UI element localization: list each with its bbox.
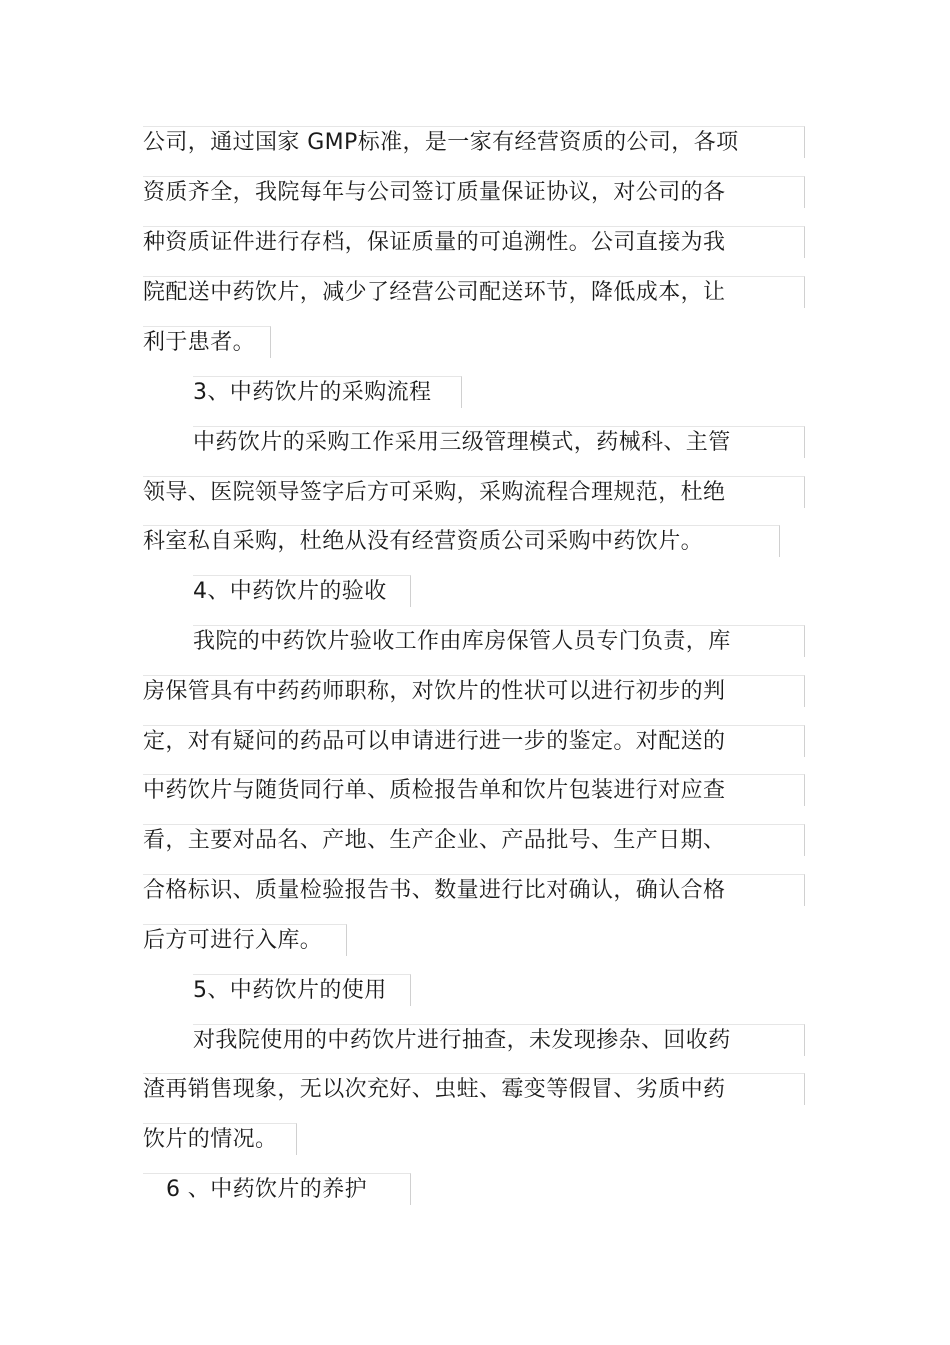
- body-text-line: 中药饮片的采购工作采用三级管理模式，药械科、主管: [193, 426, 805, 458]
- body-text-line: 后方可进行入库。: [143, 924, 347, 956]
- body-text-line: 对我院使用的中药饮片进行抽查，未发现掺杂、回收药: [193, 1024, 805, 1056]
- section-heading: 4、中药饮片的验收: [193, 575, 411, 607]
- body-text-line: 种资质证件进行存档，保证质量的可追溯性。公司直接为我: [143, 226, 805, 258]
- body-text-line: 院配送中药饮片，减少了经营公司配送环节，降低成本，让: [143, 276, 805, 308]
- body-text-line: 渣再销售现象，无以次充好、虫蛀、霉变等假冒、劣质中药: [143, 1073, 805, 1105]
- body-text-line: 定，对有疑问的药品可以申请进行进一步的鉴定。对配送的: [143, 725, 805, 757]
- body-text-line: 利于患者。: [143, 326, 271, 358]
- body-text-line: 看，主要对品名、产地、生产企业、产品批号、生产日期、: [143, 824, 805, 856]
- body-text-line: 饮片的情况。: [143, 1123, 297, 1155]
- section-heading: 3、中药饮片的采购流程: [193, 376, 462, 408]
- body-text-line: 中药饮片与随货同行单、质检报告单和饮片包装进行对应查: [143, 774, 805, 806]
- body-text-line: 资质齐全，我院每年与公司签订质量保证协议，对公司的各: [143, 176, 805, 208]
- body-text-line: 房保管具有中药药师职称，对饮片的性状可以进行初步的判: [143, 675, 805, 707]
- body-text-line: 合格标识、质量检验报告书、数量进行比对确认，确认合格: [143, 874, 805, 906]
- section-heading: 6 、中药饮片的养护: [143, 1173, 411, 1205]
- body-text-line: 公司，通过国家 GMP标准，是一家有经营资质的公司，各项: [143, 126, 805, 158]
- body-text-line: 科室私自采购，杜绝从没有经营资质公司采购中药饮片。: [143, 525, 780, 557]
- body-text-line: 我院的中药饮片验收工作由库房保管人员专门负责，库: [193, 625, 805, 657]
- section-heading: 5、中药饮片的使用: [193, 974, 411, 1006]
- body-text-line: 领导、医院领导签字后方可采购，采购流程合理规范，杜绝: [143, 476, 805, 508]
